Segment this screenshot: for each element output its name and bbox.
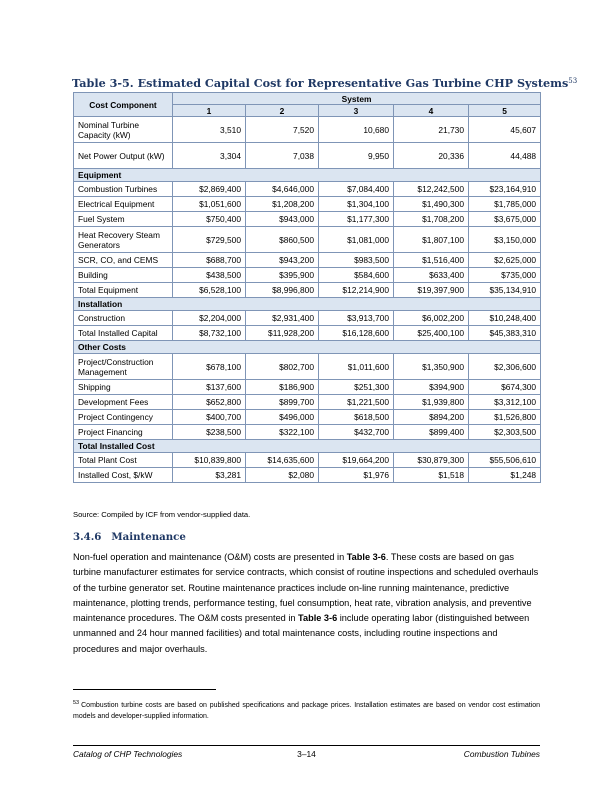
- section-label: Other Costs: [74, 341, 541, 354]
- table-row: [74, 380, 541, 395]
- system-number-header: 1: [173, 105, 246, 117]
- table-cell: $496,000: [246, 410, 319, 425]
- table-cell: $8,732,100: [173, 326, 246, 341]
- table-cell: 3,510: [173, 117, 246, 143]
- section-title: Maintenance: [111, 531, 186, 543]
- table-row: [74, 117, 541, 143]
- system-number-header: 3: [319, 105, 394, 117]
- table-cell: $1,011,600: [319, 354, 394, 380]
- footnote: [73, 698, 540, 722]
- table-cell: $1,304,100: [319, 197, 394, 212]
- caption-footnote-ref[interactable]: 53: [568, 77, 578, 85]
- table-cell: $1,248: [469, 468, 541, 483]
- table-cell: $1,490,300: [394, 197, 469, 212]
- table-reference-link[interactable]: Table 3-6: [346, 552, 386, 562]
- row-label: Nominal Turbine Capacity (kW): [74, 117, 173, 143]
- table-row: [74, 453, 541, 468]
- table-body: [74, 117, 541, 483]
- table-cell: $688,700: [173, 253, 246, 268]
- table-cell: $894,200: [394, 410, 469, 425]
- table-cell: $1,208,200: [246, 197, 319, 212]
- table-cell: $3,312,100: [469, 395, 541, 410]
- table-cell: $30,879,300: [394, 453, 469, 468]
- table-cell: $1,939,800: [394, 395, 469, 410]
- table-cell: $4,646,000: [246, 182, 319, 197]
- table-cell: $432,700: [319, 425, 394, 440]
- table-cell: 3,304: [173, 143, 246, 169]
- table-cell: $1,708,200: [394, 212, 469, 227]
- table-caption: [72, 76, 578, 90]
- table-cell: $1,785,000: [469, 197, 541, 212]
- table-cell: $1,516,400: [394, 253, 469, 268]
- table-cell: $12,214,900: [319, 283, 394, 298]
- table-cell: $400,700: [173, 410, 246, 425]
- capital-cost-table: [73, 92, 541, 483]
- table-cell: $7,084,400: [319, 182, 394, 197]
- row-label: Project/Construction Management: [74, 354, 173, 380]
- footer-chapter-title: Combustion Tubines: [463, 749, 540, 759]
- table-cell: $1,221,500: [319, 395, 394, 410]
- section-label: Total Installed Cost: [74, 440, 541, 453]
- table-cell: $14,635,600: [246, 453, 319, 468]
- footer-document-title: Catalog of CHP Technologies: [73, 749, 183, 759]
- table-cell: $899,700: [246, 395, 319, 410]
- table-cell: $584,600: [319, 268, 394, 283]
- table-cell: $251,300: [319, 380, 394, 395]
- section-label: Equipment: [74, 169, 541, 182]
- table-row: [74, 227, 541, 253]
- table-cell: $1,976: [319, 468, 394, 483]
- row-label: Heat Recovery Steam Generators: [74, 227, 173, 253]
- table-row: [74, 395, 541, 410]
- table-cell: $860,500: [246, 227, 319, 253]
- table-cell: $238,500: [173, 425, 246, 440]
- table-cell: $750,400: [173, 212, 246, 227]
- table-row: [74, 143, 541, 169]
- table-cell: $1,518: [394, 468, 469, 483]
- table-cell: $1,350,900: [394, 354, 469, 380]
- table-cell: $10,248,400: [469, 311, 541, 326]
- section-heading: [73, 531, 186, 543]
- row-label: Construction: [74, 311, 173, 326]
- table-cell: $1,051,600: [173, 197, 246, 212]
- table-cell: 20,336: [394, 143, 469, 169]
- paragraph-text: Non-fuel operation and maintenance (O&M) costs are presented in: [73, 552, 347, 562]
- table-cell: $1,177,300: [319, 212, 394, 227]
- table-cell: $1,807,100: [394, 227, 469, 253]
- system-number-header: 5: [469, 105, 541, 117]
- row-label: Total Installed Capital: [74, 326, 173, 341]
- table-row: [74, 326, 541, 341]
- table-cell: $395,900: [246, 268, 319, 283]
- table-cell: $1,526,800: [469, 410, 541, 425]
- table-row: [74, 182, 541, 197]
- table-cell: $943,200: [246, 253, 319, 268]
- table-cell: $3,150,000: [469, 227, 541, 253]
- table-cell: $35,134,910: [469, 283, 541, 298]
- row-label: Electrical Equipment: [74, 197, 173, 212]
- table-row: [74, 197, 541, 212]
- table-cell: $729,500: [173, 227, 246, 253]
- table-cell: $983,500: [319, 253, 394, 268]
- paragraph-text: include operating labor (distinguished between unmanned and 24 hour manned facilities) and total maintenance costs, including routine inspections and procedures and major overhauls.: [73, 613, 530, 654]
- table-cell: $6,002,200: [394, 311, 469, 326]
- table-cell: $394,900: [394, 380, 469, 395]
- table-cell: $25,400,100: [394, 326, 469, 341]
- table-cell: $6,528,100: [173, 283, 246, 298]
- row-label: Combustion Turbines: [74, 182, 173, 197]
- table-cell: 7,038: [246, 143, 319, 169]
- table-cell: $3,913,700: [319, 311, 394, 326]
- table-cell: $10,839,800: [173, 453, 246, 468]
- section-row: [74, 298, 541, 311]
- page-footer: [73, 745, 540, 761]
- row-label: Development Fees: [74, 395, 173, 410]
- table-cell: 21,730: [394, 117, 469, 143]
- table-row: [74, 212, 541, 227]
- table-row: [74, 311, 541, 326]
- row-label: Total Plant Cost: [74, 453, 173, 468]
- table-row: [74, 283, 541, 298]
- table-cell: $2,931,400: [246, 311, 319, 326]
- table-row: [74, 425, 541, 440]
- table-cell: $735,000: [469, 268, 541, 283]
- row-label: Shipping: [74, 380, 173, 395]
- section-row: [74, 169, 541, 182]
- table-row: [74, 268, 541, 283]
- table-cell: $322,100: [246, 425, 319, 440]
- table-row: [74, 468, 541, 483]
- table-cell: 10,680: [319, 117, 394, 143]
- table-cell: $137,600: [173, 380, 246, 395]
- table-row: [74, 410, 541, 425]
- table-cell: $11,928,200: [246, 326, 319, 341]
- section-row: [74, 440, 541, 453]
- table-cell: $678,100: [173, 354, 246, 380]
- system-number-header: 2: [246, 105, 319, 117]
- row-label: Project Contingency: [74, 410, 173, 425]
- table-cell: 45,607: [469, 117, 541, 143]
- row-label: Fuel System: [74, 212, 173, 227]
- table-cell: $633,400: [394, 268, 469, 283]
- table-cell: $19,397,900: [394, 283, 469, 298]
- table-row: [74, 354, 541, 380]
- page-number: 3–14: [297, 749, 316, 759]
- table-cell: $19,664,200: [319, 453, 394, 468]
- table-cell: 44,488: [469, 143, 541, 169]
- section-row: [74, 341, 541, 354]
- source-note: Source: Compiled by ICF from vendor-supplied data.: [73, 510, 251, 519]
- row-label: Project Financing: [74, 425, 173, 440]
- footnote-text: Combustion turbine costs are based on published specifications and package prices. Installation estimates are based on vendor cost estimation models and developer-supplied information.: [73, 702, 540, 720]
- table-cell: $8,996,800: [246, 283, 319, 298]
- table-cell: $2,080: [246, 468, 319, 483]
- table-cell: $55,506,610: [469, 453, 541, 468]
- row-label: Installed Cost, $/kW: [74, 468, 173, 483]
- table-cell: $652,800: [173, 395, 246, 410]
- table-cell: $3,281: [173, 468, 246, 483]
- table-cell: 7,520: [246, 117, 319, 143]
- row-label: Net Power Output (kW): [74, 143, 173, 169]
- table-cell: $2,869,400: [173, 182, 246, 197]
- table-cell: $2,306,600: [469, 354, 541, 380]
- footnote-number: 53: [73, 700, 80, 706]
- section-label: Installation: [74, 298, 541, 311]
- row-label: SCR, CO, and CEMS: [74, 253, 173, 268]
- table-row: [74, 253, 541, 268]
- table-cell: $12,242,500: [394, 182, 469, 197]
- table-cell: $45,383,310: [469, 326, 541, 341]
- table-cell: $2,625,000: [469, 253, 541, 268]
- table-cell: $1,081,000: [319, 227, 394, 253]
- table-cell: $618,500: [319, 410, 394, 425]
- table-cell: 9,950: [319, 143, 394, 169]
- system-number-header: 4: [394, 105, 469, 117]
- table-cell: $186,900: [246, 380, 319, 395]
- caption-text: Table 3-5. Estimated Capital Cost for Representative Gas Turbine CHP Systems: [72, 76, 569, 90]
- maintenance-paragraph: [73, 550, 540, 657]
- system-header: System: [173, 93, 541, 105]
- table-cell: $943,000: [246, 212, 319, 227]
- cost-component-header: Cost Component: [74, 93, 173, 117]
- table-cell: $438,500: [173, 268, 246, 283]
- table-reference-link[interactable]: Table 3-6: [298, 613, 338, 624]
- table-cell: $3,675,000: [469, 212, 541, 227]
- footnote-divider: [73, 689, 216, 690]
- table-cell: $16,128,600: [319, 326, 394, 341]
- table-cell: $674,300: [469, 380, 541, 395]
- paragraph-text: . These costs are based on gas turbine manufacturer estimates for service contracts, which consist of routine inspections and scheduled overhauls of the turbine generator set. Routine maintenance practices include on-line running maintenance, predictive maintenance, plotting trends, performance testing, fuel consumption, heat rate, vibration analysis, and preventive maintenance procedures. The O&M costs presented in: [73, 552, 539, 624]
- table-cell: $802,700: [246, 354, 319, 380]
- table-cell: $2,303,500: [469, 425, 541, 440]
- table-cell: $23,164,910: [469, 182, 541, 197]
- row-label: Total Equipment: [74, 283, 173, 298]
- table-cell: $2,204,000: [173, 311, 246, 326]
- section-number: 3.4.6: [73, 531, 102, 543]
- table-cell: $899,400: [394, 425, 469, 440]
- row-label: Building: [74, 268, 173, 283]
